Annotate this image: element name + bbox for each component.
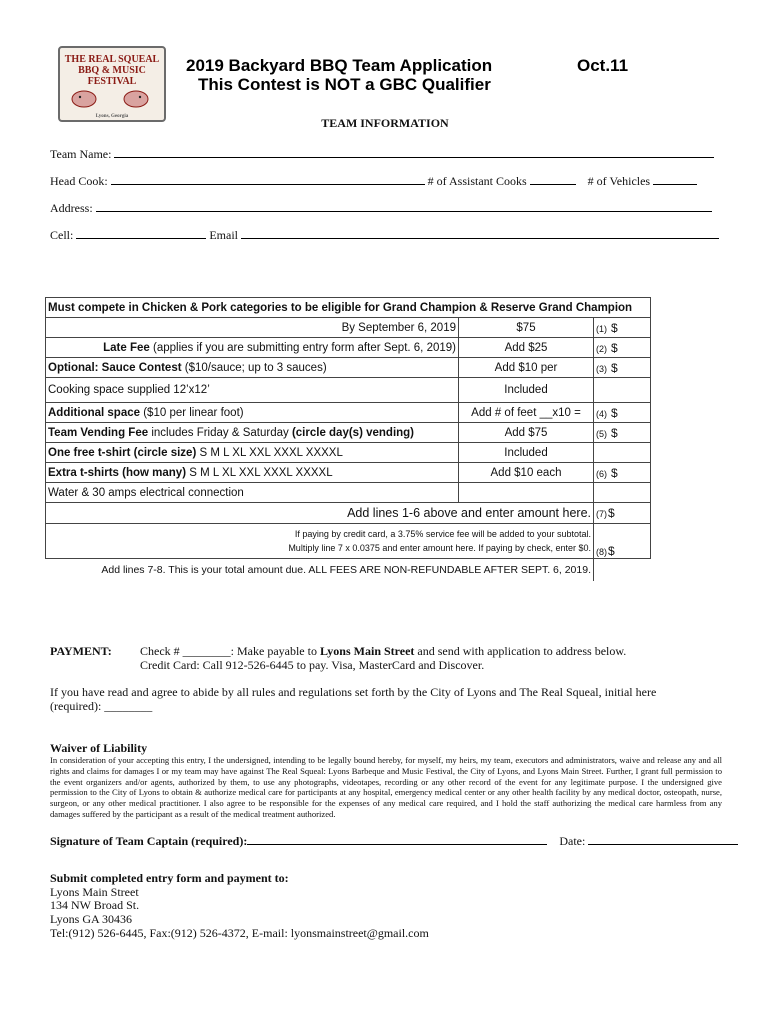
- submit-contact-line: Tel:(912) 526-6445, Fax:(912) 526-4372, E-mail: lyonsmainstreet@gmail.com: [50, 926, 429, 940]
- head-cook-label: Head Cook:: [50, 174, 108, 188]
- fee-amount: Add $10 each: [459, 463, 594, 483]
- subtotal-instruction: Add lines 1-6 above and enter amount here.: [46, 503, 594, 524]
- signature-label: Signature of Team Captain (required):: [50, 834, 248, 848]
- line-number: (3): [596, 363, 607, 374]
- team-name-label: Team Name:: [50, 147, 112, 161]
- signature-row: [50, 832, 738, 848]
- waiver-heading: Waiver of Liability: [50, 741, 148, 755]
- fee-row-free-shirt: [46, 443, 651, 463]
- agree-initial-field[interactable]: (required): ________: [50, 699, 153, 713]
- fee-item: [46, 423, 459, 443]
- fee-item-bold: Optional: Sauce Contest: [48, 361, 182, 374]
- logo-text-line4: Lyons, Georgia: [95, 114, 129, 119]
- fee-amount: Included: [459, 378, 594, 403]
- line-number: (2): [596, 343, 607, 354]
- card-fee-line1: If paying by credit card, a 3.75% service fee will be added to your subtotal.: [294, 529, 591, 539]
- logo-text-line2: BBQ & MUSIC: [78, 65, 146, 76]
- dollar-sign: $: [608, 506, 615, 520]
- total-entry-cell[interactable]: [594, 559, 651, 582]
- agree-line1: If you have read and agree to abide by all rules and regulations set forth by the City of Lyons and The Real Squeal, initial here: [50, 685, 657, 699]
- fee-item: Cooking space supplied 12’x12’: [46, 378, 459, 403]
- fee-row-card: [46, 524, 651, 559]
- fee-amount: [459, 483, 594, 503]
- fee-item-bold: (circle day(s) vending): [291, 426, 415, 439]
- fee-entry-cell: [594, 378, 651, 403]
- fee-amount: Add # of feet __x10 =: [459, 403, 594, 423]
- form-date: Oct.11: [577, 56, 629, 75]
- fee-row-sauce: [46, 358, 651, 378]
- team-info-heading: TEAM INFORMATION: [321, 116, 449, 130]
- vehicles-field[interactable]: [653, 172, 697, 185]
- fee-entry-cell[interactable]: [594, 423, 651, 443]
- shirt-size-options[interactable]: S M L XL XXL XXXL XXXXL: [186, 466, 333, 479]
- card-fee-entry-cell[interactable]: [594, 524, 651, 559]
- logo-text-line1: THE REAL SQUEAL: [64, 54, 160, 65]
- festival-logo: [58, 46, 166, 122]
- total-instruction: Add lines 7-8. This is your total amount due. ALL FEES ARE NON-REFUNDABLE AFTER SEPT. 6, 2019.: [46, 559, 594, 582]
- dollar-sign: $: [608, 544, 615, 558]
- payment-line1: [140, 645, 626, 658]
- fee-item: Water & 30 amps electrical connection: [46, 483, 459, 503]
- submit-address-line2: 134 NW Broad St.: [50, 898, 140, 912]
- form-subtitle: This Contest is NOT a GBC Qualifier: [198, 75, 491, 94]
- card-fee-instruction: [46, 524, 594, 559]
- line-number: (5): [596, 428, 607, 439]
- fee-row-space: [46, 378, 651, 403]
- team-name-field[interactable]: [114, 145, 714, 158]
- fee-item: [46, 403, 459, 423]
- fee-amount: Add $25: [459, 338, 594, 358]
- email-label: Email: [209, 228, 239, 242]
- fee-row-late: [46, 338, 651, 358]
- cell-email-row: [50, 226, 719, 243]
- fee-item-text: ($10/sauce; up to 3 sauces): [181, 361, 327, 374]
- fee-entry-cell[interactable]: [594, 358, 651, 378]
- line-number: (1): [596, 323, 607, 334]
- payment-label: PAYMENT:: [50, 644, 112, 658]
- waiver-text: In consideration of your accepting this entry, I the undersigned, intending to be legally bound hereby, for myself, my heirs, my team, executors and administrators, waive and release any and all rights and claims for damages I or my team may have against The Real Squeal: Lyons Barbeque and Music Festival, the City of Lyons, and Lyons Main Street. Further, I grant full permission to the event organizers and/or agents, authorized by them, to use any photographs, videotapes, recording or any other record of the event for any legitimate purpose. I the undersigned give permission to the City of Lyons to obtain & authorize medical care for participants at any hospital, emergency medical center or any other health facility by any medical doctor, osteopath, nurse, surgeon, or any other medical practitioner. I also agree to be responsible for the expenses of any medical care required, and I hold the staff authorizing the medical care harmless from any damages suffered by the participant as a result of the medical treatment authorized.: [50, 755, 722, 819]
- dollar-sign: $: [611, 360, 618, 375]
- fee-entry-cell[interactable]: [594, 338, 651, 358]
- dollar-sign: $: [611, 465, 618, 480]
- fee-item: [46, 443, 459, 463]
- dollar-sign: $: [611, 405, 618, 420]
- fee-item: [46, 358, 459, 378]
- payment-line2: Credit Card: Call 912-526-6445 to pay. Visa, MasterCard and Discover.: [140, 658, 485, 672]
- fee-item-bold: One free t-shirt (circle size): [48, 446, 197, 459]
- assistant-cooks-field[interactable]: [530, 172, 576, 185]
- submit-address-line1: Lyons Main Street: [50, 885, 139, 899]
- subtotal-entry-cell[interactable]: [594, 503, 651, 524]
- shirt-size-options[interactable]: S M L XL XXL XXXL XXXXL: [196, 446, 343, 459]
- form-title: 2019 Backyard BBQ Team Application: [186, 56, 493, 75]
- cell-field[interactable]: [76, 226, 206, 239]
- fee-item-text: ($10 per linear foot): [140, 406, 244, 419]
- fees-table: [45, 297, 651, 581]
- dollar-sign: $: [611, 425, 618, 440]
- dollar-sign: $: [611, 320, 618, 335]
- pig-illustration-icon: [60, 87, 160, 109]
- fee-row-total: [46, 559, 651, 582]
- fee-row-subtotal: [46, 503, 651, 524]
- address-row: [50, 199, 712, 216]
- fee-amount: Included: [459, 443, 594, 463]
- fee-item-bold: Team Vending Fee: [48, 426, 149, 439]
- fee-item: By September 6, 2019: [46, 318, 459, 338]
- fee-row-water: [46, 483, 651, 503]
- submit-heading: Submit completed entry form and payment to:: [50, 871, 289, 885]
- signature-field[interactable]: [247, 832, 547, 845]
- payee-name: Lyons Main Street: [319, 644, 415, 658]
- fee-amount: Add $75: [459, 423, 594, 443]
- card-fee-line2: Multiply line 7 x 0.0375 and enter amount here. If paying by check, enter $0.: [288, 543, 591, 553]
- fee-entry-cell[interactable]: [594, 463, 651, 483]
- submit-address-line3: Lyons GA 30436: [50, 912, 133, 926]
- line-number: (6): [596, 468, 607, 479]
- fee-amount: Add $10 per: [459, 358, 594, 378]
- vehicles-label: # of Vehicles: [587, 174, 651, 188]
- team-name-row: [50, 145, 714, 162]
- logo-text-line3: FESTIVAL: [87, 76, 137, 87]
- fee-amount: $75: [459, 318, 594, 338]
- date-field[interactable]: [588, 832, 738, 845]
- head-cook-row: [50, 172, 697, 189]
- assistant-cooks-label: # of Assistant Cooks: [427, 174, 527, 188]
- fee-item-bold: Late Fee: [103, 341, 150, 354]
- fee-item-bold: Extra t-shirts (how many): [48, 466, 187, 479]
- line-number: (8): [596, 547, 607, 557]
- line-number: (7): [596, 509, 607, 519]
- head-cook-field[interactable]: [111, 172, 425, 185]
- cell-label: Cell:: [50, 228, 74, 242]
- payment-mail-text: and send with application to address below.: [414, 644, 627, 658]
- fee-entry-cell: [594, 443, 651, 463]
- date-label: Date:: [559, 834, 586, 848]
- address-label: Address:: [50, 201, 93, 215]
- fee-item: [46, 463, 459, 483]
- fee-item-text: (applies if you are submitting entry form after Sept. 6, 2019): [149, 341, 456, 354]
- payment-check-text: Check # ________: Make payable to: [140, 644, 320, 658]
- fees-header-row: [46, 298, 651, 318]
- dollar-sign: $: [611, 340, 618, 355]
- address-field[interactable]: [96, 199, 712, 212]
- fee-row-additional-space: [46, 403, 651, 423]
- fee-row-extra-shirts: [46, 463, 651, 483]
- email-field[interactable]: [241, 226, 719, 239]
- fee-item-bold: Additional space: [48, 406, 141, 419]
- fee-entry-cell[interactable]: [594, 403, 651, 423]
- fee-entry-cell: [594, 483, 651, 503]
- fees-header: Must compete in Chicken & Pork categories to be eligible for Grand Champion & Reserve Grand Champion: [46, 298, 651, 318]
- fee-row-vending: [46, 423, 651, 443]
- fee-item: [46, 338, 459, 358]
- fee-item-text: includes Friday & Saturday: [148, 426, 292, 439]
- line-number: (4): [596, 408, 607, 419]
- fee-row-entry: [46, 318, 651, 338]
- fee-entry-cell[interactable]: [594, 318, 651, 338]
